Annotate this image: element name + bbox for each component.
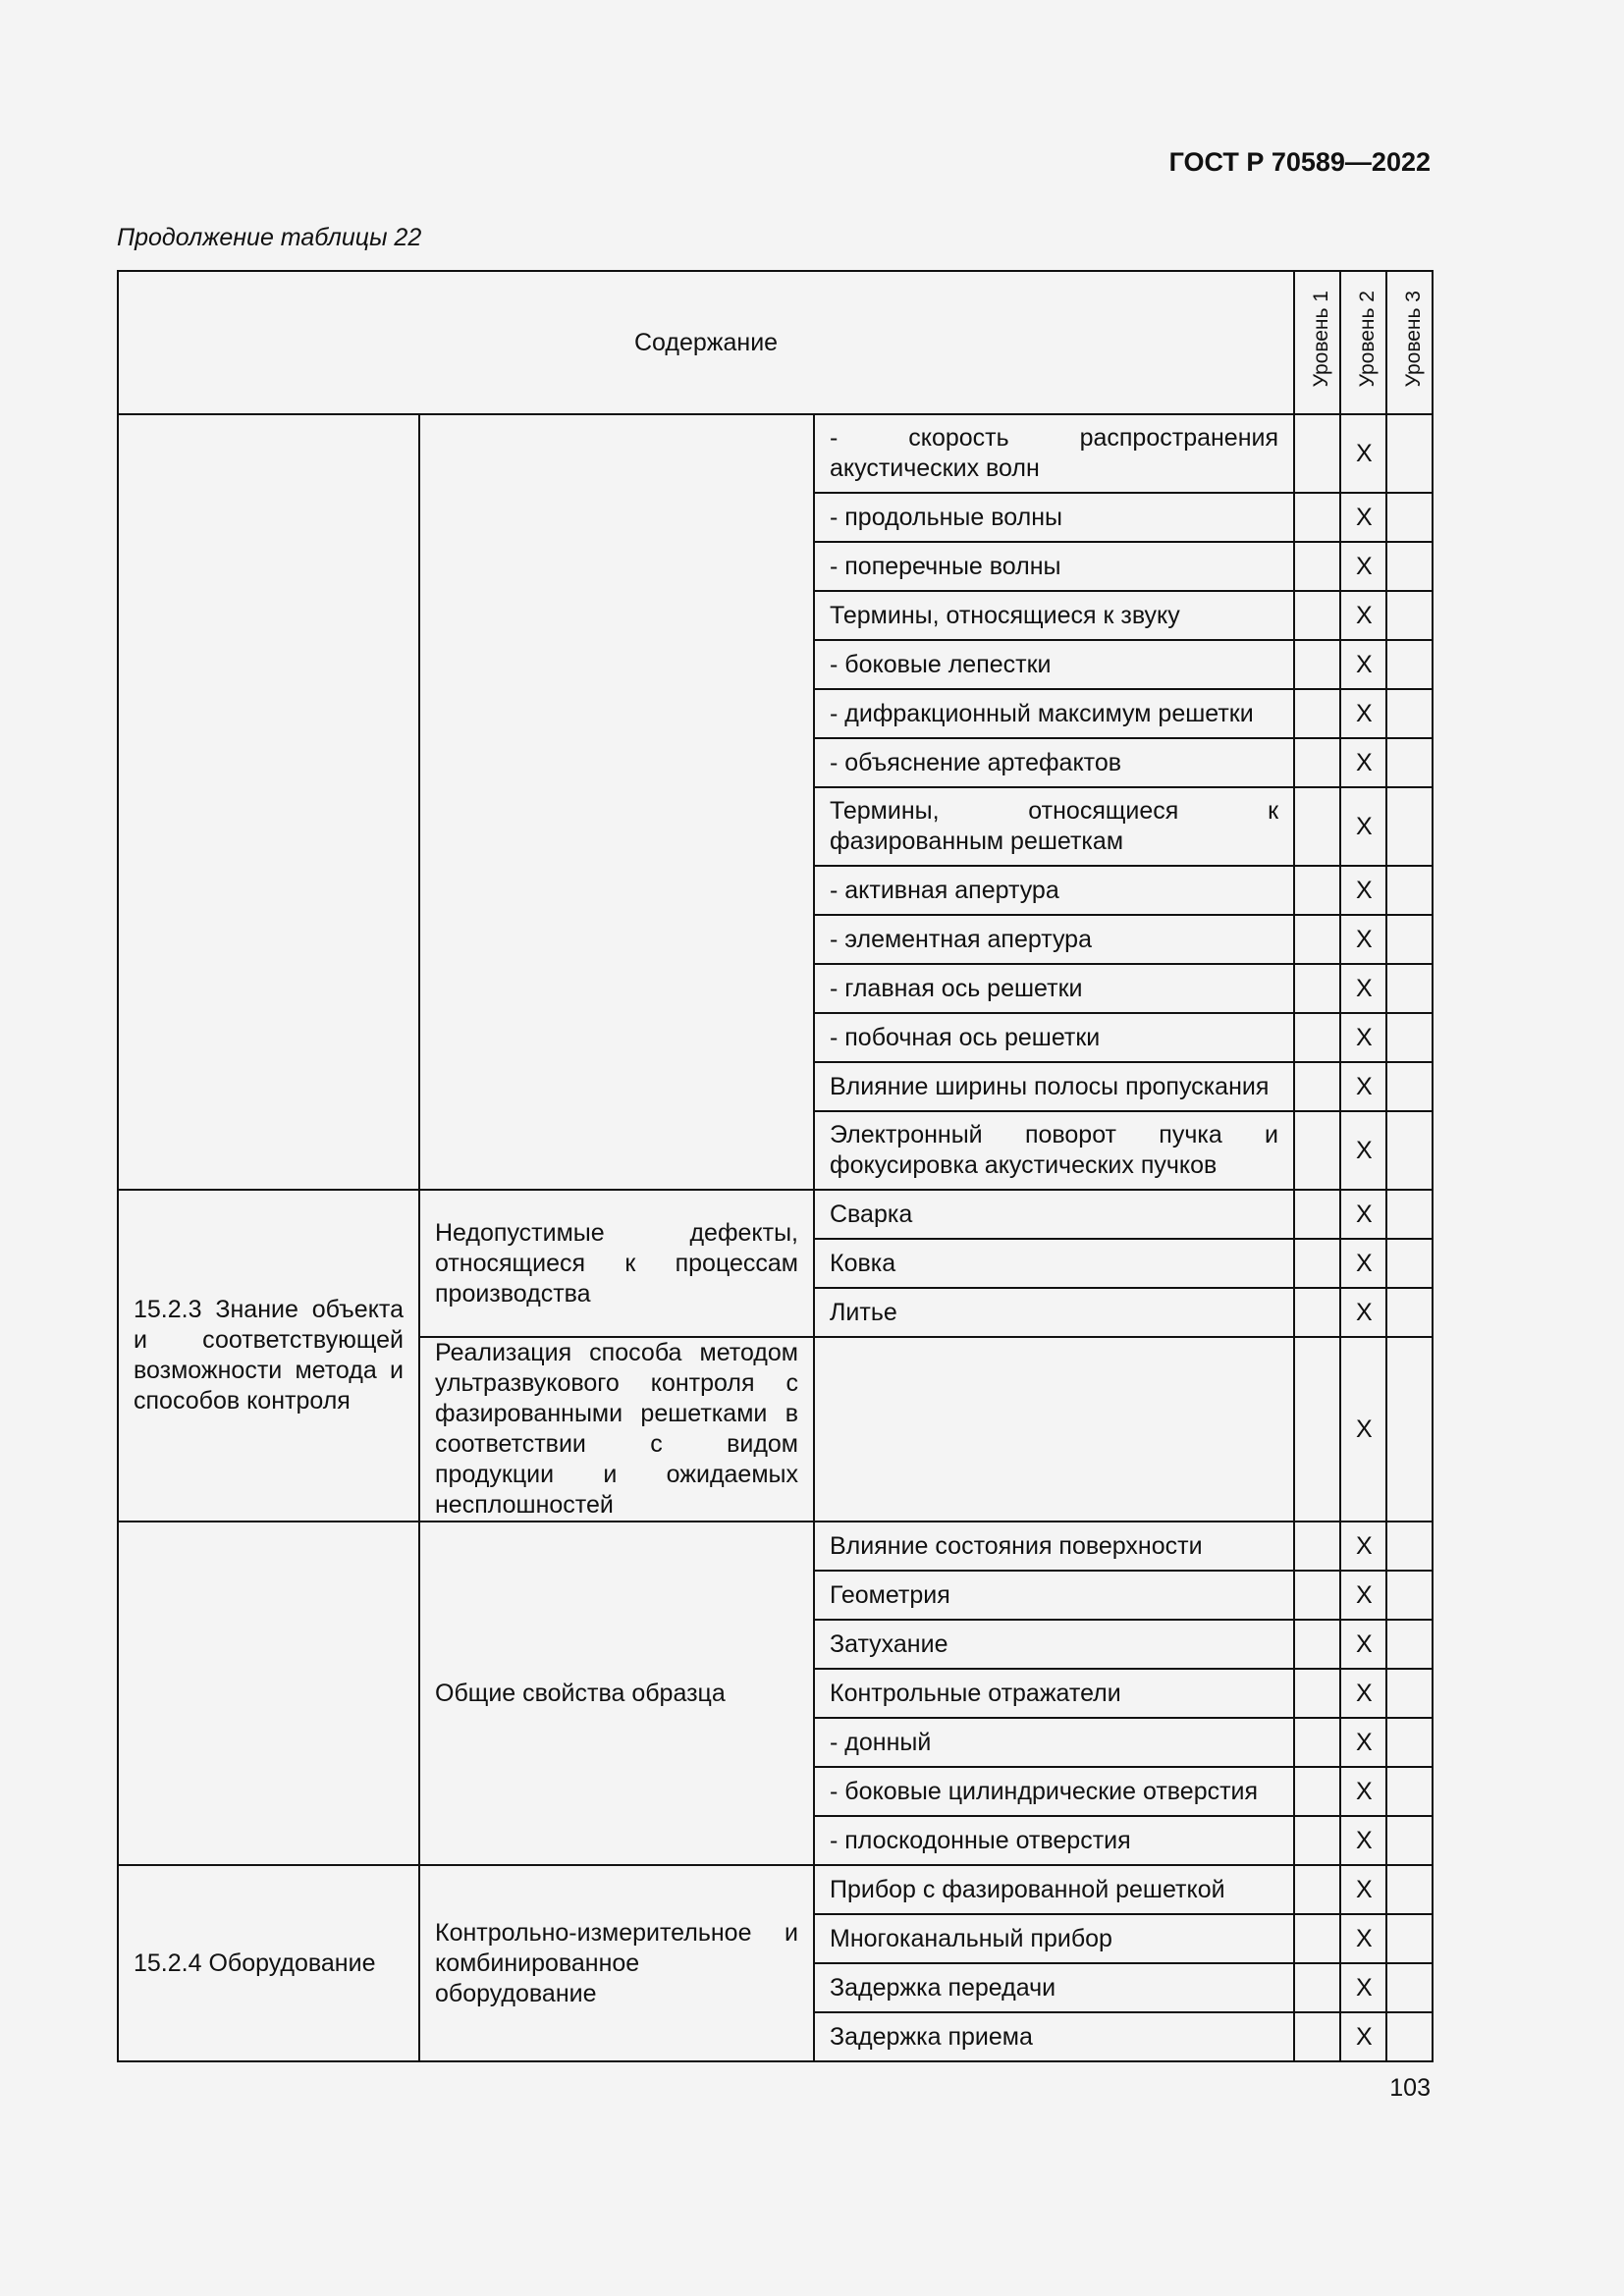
level-2-mark: X	[1340, 964, 1386, 1013]
level-2-mark: X	[1340, 738, 1386, 787]
level-3-cell	[1386, 414, 1433, 493]
level-1-cell	[1294, 738, 1340, 787]
level-1-cell	[1294, 1571, 1340, 1620]
level-1-cell	[1294, 542, 1340, 591]
page-number: 103	[1389, 2074, 1431, 2102]
item-cell: - объяснение артефактов	[814, 738, 1294, 787]
level-3-cell	[1386, 1963, 1433, 2012]
item-cell: Электронный поворот пучка и фокусировка акустических пучков	[814, 1111, 1294, 1190]
level-1-cell	[1294, 1669, 1340, 1718]
level-1-cell	[1294, 1620, 1340, 1669]
section-cell: 15.2.3 Знание объекта и соответствующей возможности метода и способов контроля	[118, 1190, 419, 1522]
level-1-cell	[1294, 414, 1340, 493]
item-cell: - дифракционный максимум решетки	[814, 689, 1294, 738]
item-cell: - активная апертура	[814, 866, 1294, 915]
level-3-cell	[1386, 591, 1433, 640]
level-3-cell	[1386, 1816, 1433, 1865]
level-3-cell	[1386, 1111, 1433, 1190]
level-3-cell	[1386, 689, 1433, 738]
header-level-1: Уровень 1	[1294, 271, 1340, 414]
level-1-cell	[1294, 1288, 1340, 1337]
item-cell: Термины, относящиеся к фазированным решеткам	[814, 787, 1294, 866]
table-caption: Продолжение таблицы 22	[117, 224, 422, 251]
level-3-cell	[1386, 915, 1433, 964]
document-code: ГОСТ Р 70589—2022	[1168, 147, 1431, 177]
item-cell: - продольные волны	[814, 493, 1294, 542]
level-2-mark: X	[1340, 414, 1386, 493]
level-2-mark: X	[1340, 1816, 1386, 1865]
level-1-cell	[1294, 2012, 1340, 2061]
level-1-cell	[1294, 1963, 1340, 2012]
item-cell: - донный	[814, 1718, 1294, 1767]
level-3-cell	[1386, 1522, 1433, 1571]
level-3-cell	[1386, 1914, 1433, 1963]
topic-cell: Реализация способа методом ультразвукового контроля с фазированными решетками в соответствии с видом продукции и ожидаемых несплошностей	[419, 1337, 814, 1522]
table-row	[118, 1522, 1433, 1571]
level-3-cell	[1386, 1620, 1433, 1669]
level-2-mark: X	[1340, 1288, 1386, 1337]
level-1-cell	[1294, 1337, 1340, 1522]
level-1-cell	[1294, 493, 1340, 542]
level-2-mark: X	[1340, 787, 1386, 866]
level-2-mark: X	[1340, 1914, 1386, 1963]
level-3-cell	[1386, 866, 1433, 915]
level-3-cell	[1386, 1013, 1433, 1062]
level-3-cell	[1386, 1288, 1433, 1337]
level-3-cell	[1386, 964, 1433, 1013]
item-cell: - скорость распространения акустических волн	[814, 414, 1294, 493]
level-3-cell	[1386, 1239, 1433, 1288]
item-cell: Ковка	[814, 1239, 1294, 1288]
level-1-cell	[1294, 1718, 1340, 1767]
item-cell: - элементная апертура	[814, 915, 1294, 964]
section-cell-empty	[118, 414, 419, 1190]
level-1-cell	[1294, 1522, 1340, 1571]
table-row	[118, 414, 1433, 493]
item-cell-empty	[814, 1337, 1294, 1522]
level-1-cell	[1294, 964, 1340, 1013]
header-content: Содержание	[118, 271, 1294, 414]
level-1-cell	[1294, 866, 1340, 915]
level-3-cell	[1386, 1190, 1433, 1239]
level-3-cell	[1386, 640, 1433, 689]
level-1-cell	[1294, 787, 1340, 866]
level-2-mark: X	[1340, 542, 1386, 591]
level-2-mark: X	[1340, 1062, 1386, 1111]
level-2-mark: X	[1340, 2012, 1386, 2061]
level-2-mark: X	[1340, 493, 1386, 542]
topic-cell-empty	[419, 414, 814, 1190]
level-2-mark: X	[1340, 591, 1386, 640]
item-cell: Литье	[814, 1288, 1294, 1337]
level-1-cell	[1294, 1013, 1340, 1062]
level-2-mark: X	[1340, 1571, 1386, 1620]
item-cell: Задержка передачи	[814, 1963, 1294, 2012]
level-1-cell	[1294, 1914, 1340, 1963]
item-cell: Геометрия	[814, 1571, 1294, 1620]
level-1-cell	[1294, 640, 1340, 689]
level-2-mark: X	[1340, 1963, 1386, 2012]
level-2-mark: X	[1340, 1767, 1386, 1816]
level-3-cell	[1386, 1571, 1433, 1620]
item-cell: - боковые лепестки	[814, 640, 1294, 689]
item-cell: Сварка	[814, 1190, 1294, 1239]
item-cell: Затухание	[814, 1620, 1294, 1669]
level-3-cell	[1386, 542, 1433, 591]
section-cell: 15.2.4 Оборудование	[118, 1865, 419, 2061]
level-2-mark: X	[1340, 866, 1386, 915]
level-2-mark: X	[1340, 1013, 1386, 1062]
level-3-cell	[1386, 1337, 1433, 1522]
level-2-mark: X	[1340, 640, 1386, 689]
level-2-mark: X	[1340, 1865, 1386, 1914]
item-cell: Влияние состояния поверхности	[814, 1522, 1294, 1571]
level-1-cell	[1294, 1111, 1340, 1190]
item-cell: - поперечные волны	[814, 542, 1294, 591]
level-2-mark: X	[1340, 1111, 1386, 1190]
item-cell: - побочная ось решетки	[814, 1013, 1294, 1062]
level-3-cell	[1386, 1669, 1433, 1718]
level-1-cell	[1294, 591, 1340, 640]
level-2-mark: X	[1340, 689, 1386, 738]
item-cell: Влияние ширины полосы пропускания	[814, 1062, 1294, 1111]
level-3-cell	[1386, 2012, 1433, 2061]
header-level-2: Уровень 2	[1340, 271, 1386, 414]
item-cell: Прибор с фазированной решеткой	[814, 1865, 1294, 1914]
table-header-row	[118, 271, 1433, 414]
level-1-cell	[1294, 1062, 1340, 1111]
content-table	[117, 270, 1434, 2062]
level-2-mark: X	[1340, 1620, 1386, 1669]
item-cell: Термины, относящиеся к звуку	[814, 591, 1294, 640]
level-2-mark: X	[1340, 1239, 1386, 1288]
level-1-cell	[1294, 1239, 1340, 1288]
table-row	[118, 1190, 1433, 1239]
table-row	[118, 1865, 1433, 1914]
level-3-cell	[1386, 493, 1433, 542]
level-3-cell	[1386, 787, 1433, 866]
level-2-mark: X	[1340, 1718, 1386, 1767]
level-1-cell	[1294, 1190, 1340, 1239]
level-2-mark: X	[1340, 1337, 1386, 1522]
level-2-mark: X	[1340, 1522, 1386, 1571]
topic-cell: Общие свойства образца	[419, 1522, 814, 1865]
level-3-cell	[1386, 1718, 1433, 1767]
item-cell: Многоканальный прибор	[814, 1914, 1294, 1963]
item-cell: - боковые цилиндрические отверстия	[814, 1767, 1294, 1816]
level-1-cell	[1294, 689, 1340, 738]
topic-cell: Недопустимые дефекты, относящиеся к процессам производства	[419, 1190, 814, 1337]
level-1-cell	[1294, 1767, 1340, 1816]
level-2-mark: X	[1340, 1190, 1386, 1239]
item-cell: - плоскодонные отверстия	[814, 1816, 1294, 1865]
level-3-cell	[1386, 738, 1433, 787]
header-level-3: Уровень 3	[1386, 271, 1433, 414]
level-1-cell	[1294, 1865, 1340, 1914]
level-1-cell	[1294, 1816, 1340, 1865]
item-cell: - главная ось решетки	[814, 964, 1294, 1013]
item-cell: Контрольные отражатели	[814, 1669, 1294, 1718]
topic-cell: Контрольно-измерительное и комбинированное оборудование	[419, 1865, 814, 2061]
level-3-cell	[1386, 1865, 1433, 1914]
section-cell-empty	[118, 1522, 419, 1865]
item-cell: Задержка приема	[814, 2012, 1294, 2061]
level-1-cell	[1294, 915, 1340, 964]
level-2-mark: X	[1340, 915, 1386, 964]
level-3-cell	[1386, 1767, 1433, 1816]
level-2-mark: X	[1340, 1669, 1386, 1718]
level-3-cell	[1386, 1062, 1433, 1111]
